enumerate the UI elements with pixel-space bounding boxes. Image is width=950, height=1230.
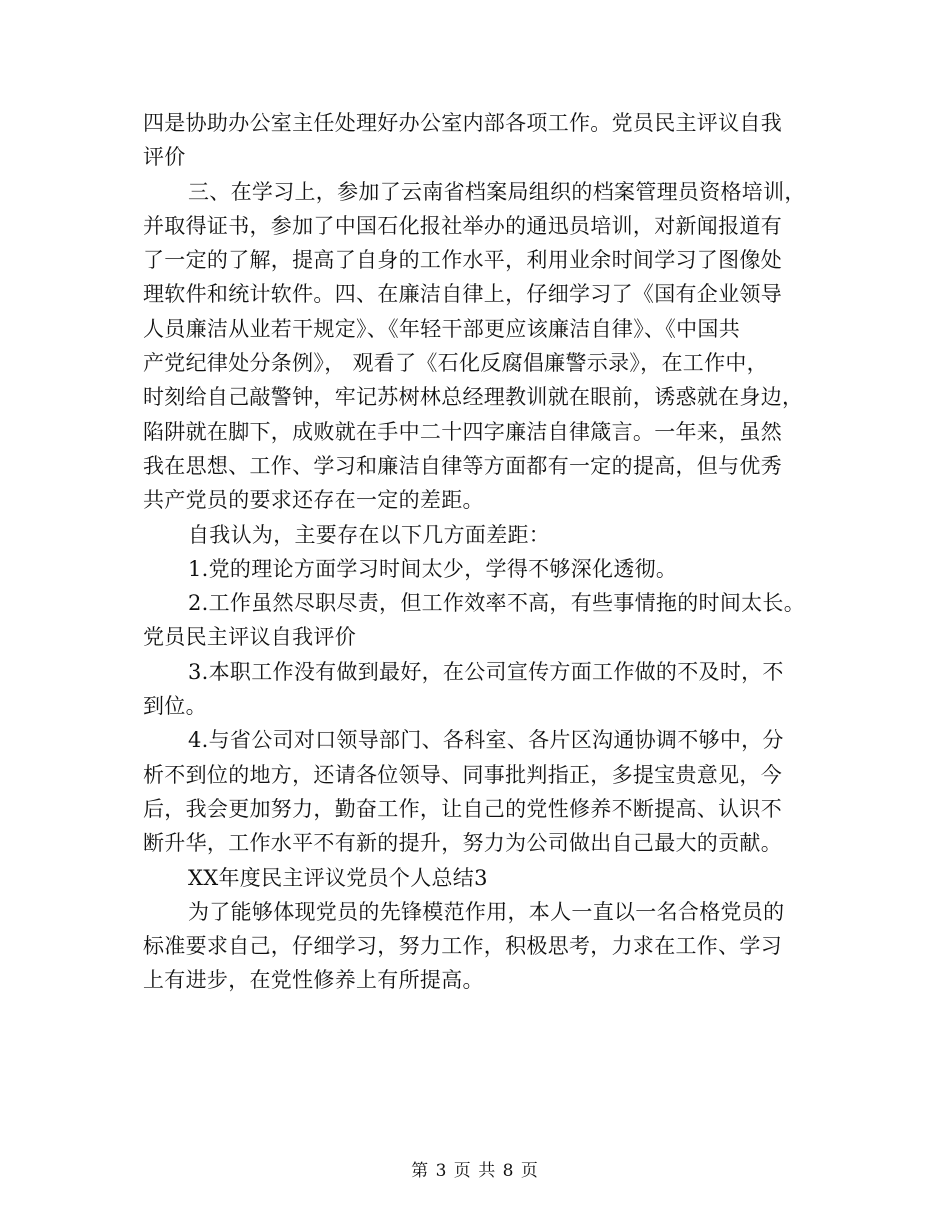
text-line: 共产党员的要求还存在一定的差距。: [143, 488, 484, 513]
text-line: 标准要求自己，仔细学习，努力工作，积极思考，力求在工作、学习: [143, 934, 782, 959]
text-line: 四是协助办公室主任处理好办公室内部各项工作。党员民主评议自我: [143, 111, 782, 135]
text-line: 到位。: [143, 694, 207, 719]
text-line: 时刻给自己敲警钟，牢记苏树林总经理教训就在眼前，诱惑就在身边，: [143, 385, 804, 410]
text-line: 4.与省公司对口领导部门、各科室、各片区沟通协调不够中，分: [188, 728, 784, 753]
text-line: 后，我会更加努力，勤奋工作，让自己的党性修养不断提高、认识不: [143, 796, 782, 821]
text-line: 三、在学习上，参加了云南省档案局组织的档案管理员资格培训，: [188, 179, 806, 204]
text-line: 了一定的了解，提高了自身的工作水平，利用业余时间学习了图像处: [143, 248, 782, 273]
text-line: XX年度民主评议党员个人总结3: [188, 865, 488, 890]
text-line: 3.本职工作没有做到最好，在公司宣传方面工作做的不及时，不: [188, 659, 784, 684]
text-line: 自我认为，主要存在以下几方面差距：: [188, 522, 551, 547]
text-line: 1.党的理论方面学习时间太少，学得不够深化透彻。: [188, 556, 678, 581]
text-line: 评价: [143, 145, 186, 170]
text-line: 并取得证书，参加了中国石化报社举办的通迅员培训，对新闻报道有: [143, 213, 782, 238]
document-body: [143, 106, 818, 998]
text-line: 2.工作虽然尽职尽责，但工作效率不高，有些事情拖的时间太长。: [188, 591, 806, 616]
text-line: 产党纪律处分条例》， 观看了《石化反腐倡廉警示录》，在工作中，: [143, 351, 768, 376]
text-line: 人员廉洁从业若干规定》、《年轻干部更应该廉洁自律》、《中国共: [143, 316, 740, 341]
text-line: 上有进步，在党性修养上有所提高。: [143, 968, 484, 993]
text-line: 理软件和统计软件。四、在廉洁自律上，仔细学习了《国有企业领导: [143, 282, 782, 307]
text-line: 析不到位的地方，还请各位领导、同事批判指正，多提宝贵意见，今: [143, 762, 782, 787]
text-line: 断升华，工作水平不有新的提升，努力为公司做出自己最大的贡献。: [143, 831, 782, 856]
text-line: 为了能够体现党员的先锋模范作用，本人一直以一名合格党员的: [188, 899, 785, 924]
page-number-footer: 第 3 页 共 8 页: [411, 1161, 539, 1181]
text-line: 陷阱就在脚下，成败就在手中二十四字廉洁自律箴言。一年来，虽然: [143, 419, 782, 444]
text-line: 我在思想、工作、学习和廉洁自律等方面都有一定的提高，但与优秀: [143, 453, 782, 478]
text-line: 党员民主评议自我评价: [143, 625, 356, 650]
